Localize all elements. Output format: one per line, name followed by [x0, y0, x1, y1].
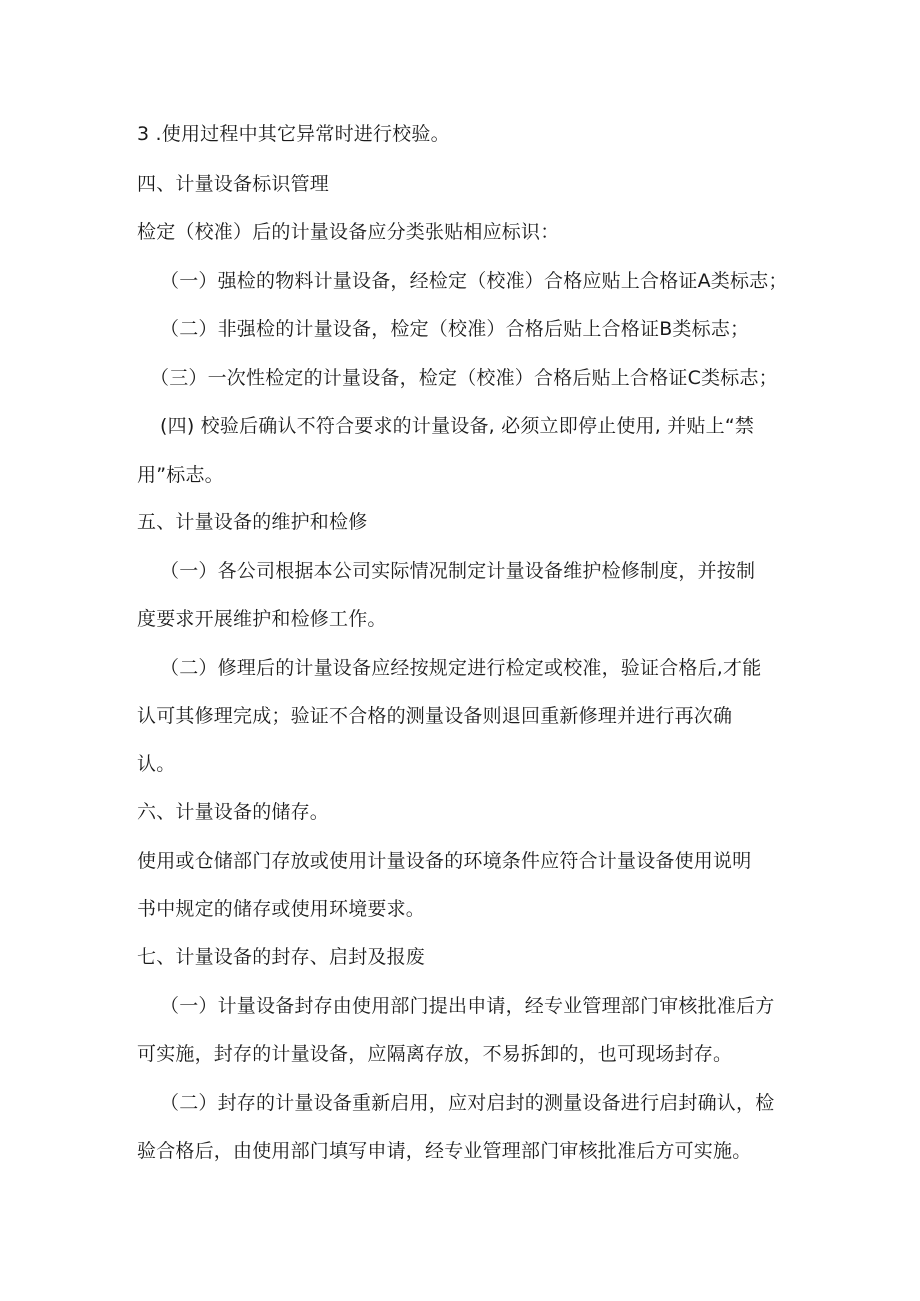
section-heading: 五、计量设备的维护和检修: [137, 511, 368, 533]
text-line: 使用或仓储部门存放或使用计量设备的环境条件应符合计量设备使用说明: [137, 850, 752, 872]
section-heading: 六、计量设备的储存。: [137, 801, 330, 823]
text-line: （一）强检的物料计量设备，经检定（校准）合格应贴上合格证A类标志；: [160, 270, 788, 292]
text-line: 用”标志。: [137, 464, 224, 486]
text-line: （三）一次性检定的计量设备，检定（校准）合格后贴上合格证C类标志；: [150, 367, 778, 389]
text-line: 书中规定的储存或使用环境要求。: [137, 898, 426, 920]
text-line: 检定（校准）后的计量设备应分类张贴相应标识：: [137, 221, 560, 243]
section-heading: 四、计量设备标识管理: [137, 173, 330, 195]
text-line: 可实施，封存的计量设备，应隔离存放，不易拆卸的，也可现场封存。: [137, 1043, 733, 1065]
text-line: 认可其修理完成；验证不合格的测量设备则退回重新修理并进行再次确: [137, 705, 733, 727]
text-line: 验合格后，由使用部门填写申请，经专业管理部门审核批准后方可实施。: [137, 1140, 752, 1162]
text-line: (四) 校验后确认不符合要求的计量设备, 必须立即停止使用, 并贴上“禁: [160, 415, 755, 437]
text-line: （二）非强检的计量设备，检定（校准）合格后贴上合格证B类标志；: [160, 318, 750, 340]
section-heading: 七、计量设备的封存、启封及报废: [137, 946, 426, 968]
text-line: （一）各公司根据本公司实际情况制定计量设备维护检修制度，并按制: [160, 560, 756, 582]
text-line: （二）修理后的计量设备应经按规定进行检定或校准，验证合格后,才能: [160, 657, 762, 679]
text-line: （二）封存的计量设备重新启用，应对启封的测量设备进行启封确认，检: [160, 1092, 775, 1114]
text-line: 度要求开展维护和检修工作。: [137, 608, 387, 630]
text-line: （一）计量设备封存由使用部门提出申请，经专业管理部门审核批准后方: [160, 995, 775, 1017]
text-line: 3 .使用过程中其它异常时进行校验。: [137, 123, 450, 145]
text-line: 认。: [137, 753, 176, 775]
